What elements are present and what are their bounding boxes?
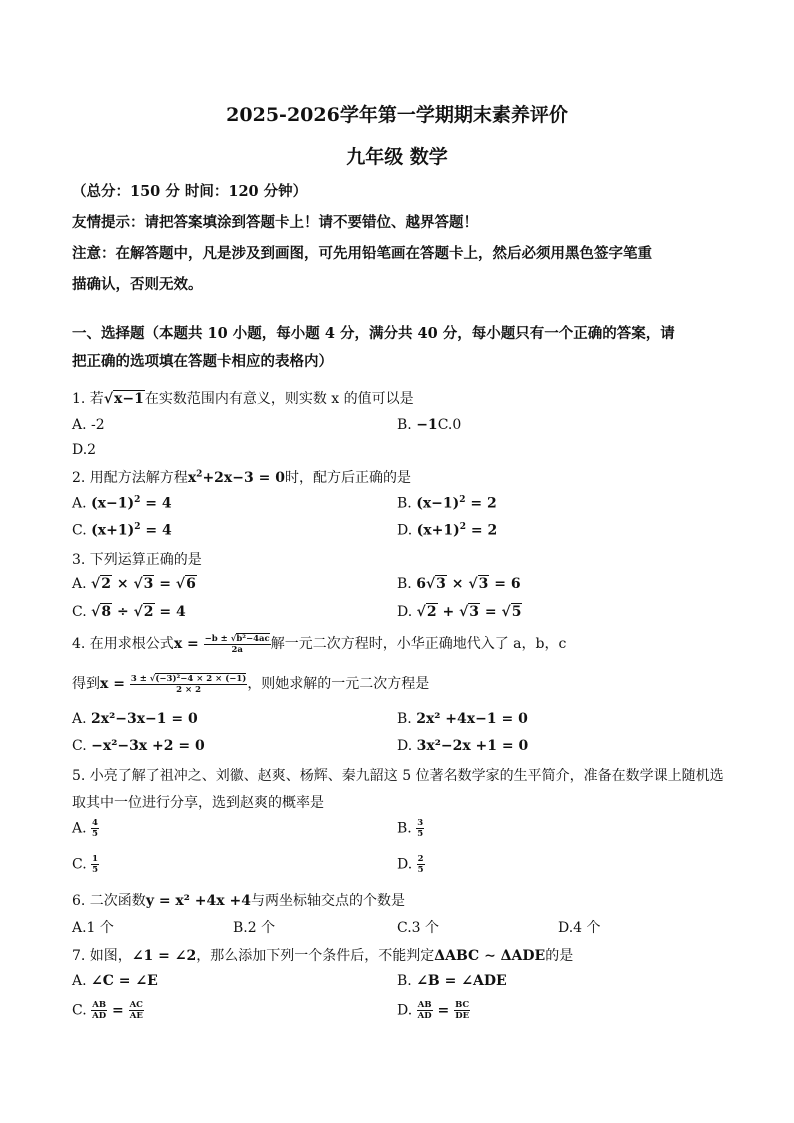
q2-option-b — [397, 495, 497, 512]
q7-c-frac1 — [91, 1000, 107, 1021]
q3-a-label: A. — [72, 576, 92, 592]
q4-option-d — [397, 738, 528, 754]
q3-d-sqrt3: √3 — [459, 604, 480, 620]
q3-b-eq: = — [489, 576, 511, 592]
q7-d-frac2 — [454, 1000, 470, 1021]
q7-d-eq: = — [432, 1002, 455, 1019]
q3-b-sqrt3a: √3 — [425, 576, 446, 592]
q7-option-d — [397, 1000, 470, 1021]
q3-d-sqrt5: √5 — [501, 604, 522, 620]
q7-a-math: ∠C = ∠E — [91, 973, 158, 989]
question-4-stem — [72, 633, 566, 655]
q1-b-math: −1 — [416, 417, 438, 433]
q4-x-eq: x = — [173, 636, 204, 652]
section-heading-1: 一、选择题（本题共 10 小题，每小题 4 分，满分共 40 分，每小题只有一个正确的答案，请 — [72, 325, 675, 342]
q2-c-label: C. — [72, 522, 92, 539]
q4-line2-post: ，则她求解的一元二次方程是 — [247, 676, 430, 692]
score-time: （总分：150 分 时间：120 分钟） — [72, 183, 308, 200]
q6-option-a: A.1 个 — [72, 920, 114, 936]
q5-option-c — [72, 854, 99, 875]
q2-c-base: (x+1) — [91, 522, 135, 539]
q3-c-label: C. — [72, 604, 92, 620]
q2-option-d — [397, 522, 497, 539]
q3-d-r3: 3 — [469, 604, 480, 620]
q4-d-label: D. — [397, 738, 417, 754]
q5-c-fraction — [91, 854, 99, 875]
question-4-line-2 — [72, 673, 429, 695]
q3-c-sqrt2: √2 — [133, 604, 154, 620]
q3-option-a — [72, 576, 197, 592]
q7-c-num2: AC — [129, 1000, 143, 1010]
q5-a-den: 5 — [92, 829, 98, 839]
q3-a-sqrt3: √3 — [133, 576, 154, 592]
q5-b-label: B. — [397, 820, 417, 837]
q2-c-rest: = 4 — [140, 522, 172, 539]
q2-eq-exp: 2 — [196, 469, 203, 480]
question-2-stem — [72, 467, 411, 487]
q2-a-exp: 2 — [134, 495, 141, 505]
q2-d-base: (x+1) — [416, 522, 460, 539]
q3-a-sqrt6: √6 — [175, 576, 196, 592]
q6-option-d: D.4 个 — [558, 920, 601, 936]
section-heading-2: 把正确的选项填在答题卡相应的表格内） — [72, 353, 333, 370]
q5-c-label: C. — [72, 856, 92, 873]
question-7-stem — [72, 945, 573, 965]
q4-g-den: 2 × 2 — [176, 684, 201, 695]
q3-d-sqrt2: √2 — [416, 604, 437, 620]
q2-a-base: (x−1) — [91, 495, 135, 512]
q2-b-exp: 2 — [459, 495, 466, 505]
q4-b-label: B. — [397, 711, 417, 727]
q4-f-den: 2a — [231, 644, 243, 655]
q2-pre: 2. 用配方法解方程 — [72, 470, 188, 486]
question-1-stem — [72, 388, 414, 408]
q7-option-a — [72, 973, 158, 989]
q3-c-r8: 8 — [101, 604, 112, 620]
q2-d-label: D. — [397, 522, 417, 539]
q4-formula-fraction: $\frac{\text{−b ± √b²−4ac}}{2a}$ — [204, 633, 270, 655]
q2-option-c — [72, 522, 172, 539]
q3-b-sqrt3b: √3 — [468, 576, 489, 592]
q7-c-num1: AB — [92, 1000, 106, 1010]
q3-a-r3: 3 — [143, 576, 154, 592]
q1-option-a: A. -2 — [72, 417, 105, 433]
q3-d-r5: 5 — [511, 604, 522, 620]
q7-post: 的是 — [545, 948, 574, 964]
q1-option-d: D.2 — [72, 442, 97, 458]
note-line-2: 描确认，否则无效。 — [72, 276, 203, 293]
q4-option-b — [397, 711, 528, 727]
q4-f-num-rad: b²−4ac — [236, 633, 270, 644]
q5-a-label: A. — [72, 820, 92, 837]
q6-option-b: B.2 个 — [233, 920, 276, 936]
exam-subtitle: 九年级 数学 — [346, 146, 448, 168]
q3-d-r2: 2 — [426, 604, 437, 620]
question-5-line-2: 取其中一位进行分享，选到赵爽的概率是 — [72, 795, 324, 811]
q3-c-r2: 2 — [143, 604, 154, 620]
q3-b-result: 6 — [510, 576, 521, 592]
q6-option-c: C.3 个 — [397, 920, 440, 936]
q1-radicand: x−1 — [114, 391, 144, 407]
q7-d-den1: AD — [417, 1011, 432, 1021]
exam-title: 2025-2026学年第一学期期末素养评价 — [226, 104, 568, 126]
q7-option-b — [397, 973, 507, 989]
q5-option-d — [397, 854, 425, 875]
q4-f-num-pre: −b ± — [204, 633, 231, 644]
q2-option-a — [72, 495, 172, 512]
q6-math: y = x² +4x +4 — [145, 893, 251, 909]
q5-option-b — [397, 818, 424, 839]
q1-pre: 1. 若 — [72, 391, 104, 407]
question-5-line-1: 5. 小亮了解了祖冲之、刘徽、赵爽、杨辉、秦九韶这 5 位著名数学家的生平简介，准备在数学课上随机选 — [72, 768, 724, 784]
q2-post: 时，配方后正确的是 — [284, 470, 411, 486]
q3-b-times: × — [446, 576, 469, 592]
q2-d-rest: = 2 — [465, 522, 498, 539]
q7-b-label: B. — [397, 973, 417, 989]
q7-option-c — [72, 1000, 144, 1021]
q3-b-label: B. — [397, 576, 417, 592]
q1-option-b-c — [397, 417, 461, 433]
q3-b-r3a: 3 — [436, 576, 446, 592]
q3-c-div: ÷ — [112, 604, 134, 620]
q4-option-c — [72, 738, 205, 754]
q5-d-num: 2 — [417, 854, 424, 864]
q2-b-base: (x−1) — [416, 495, 460, 512]
q5-d-label: D. — [397, 856, 417, 873]
q2-c-exp: 2 — [134, 522, 141, 532]
q7-d-num1: AB — [417, 1000, 432, 1010]
q3-a-r6: 6 — [186, 576, 196, 592]
q5-d-den: 5 — [417, 865, 424, 875]
friendly-tip: 友情提示：请把答案填涂到答题卡上！请不要错位、越界答题！ — [72, 214, 478, 231]
q7-pre: 7. 如图， — [72, 948, 132, 964]
q3-b-six: 6 — [416, 576, 426, 592]
q7-d-label: D. — [397, 1002, 417, 1019]
q2-d-exp: 2 — [459, 522, 466, 532]
q4-pre: 4. 在用求根公式 — [72, 636, 174, 652]
q7-b-math: ∠B = ∠ADE — [416, 973, 507, 989]
q4-x-eq2: x = — [100, 676, 130, 692]
q1-option-c: C.0 — [437, 417, 462, 433]
q1-b-label: B. — [397, 417, 417, 433]
q7-math1: ∠1 = ∠2 — [131, 948, 197, 964]
q3-a-sqrt2: √2 — [91, 576, 111, 592]
q7-mid: ，那么添加下列一个条件后，不能判定 — [196, 948, 435, 964]
q3-option-d — [397, 604, 522, 620]
q5-c-den: 5 — [92, 865, 99, 875]
q3-c-four: 4 — [176, 604, 186, 620]
q4-g-num-pre: 3 ± — [130, 673, 150, 684]
q5-b-num: 3 — [417, 818, 424, 828]
q1-post: 在实数范围内有意义，则实数 x 的值可以是 — [144, 391, 414, 407]
q3-d-plus: + — [437, 604, 460, 620]
q5-b-den: 5 — [417, 829, 424, 839]
q1-sqrt: √x−1 — [103, 391, 144, 407]
q3-c-sqrt8: √8 — [91, 604, 112, 620]
q2-eq-b: +2x−3 = 0 — [202, 470, 285, 486]
q5-d-fraction — [417, 854, 425, 875]
q4-a-label: A. — [72, 711, 92, 727]
note-line-1: 注意：在解答题中，凡是涉及到画图，可先用铅笔画在答题卡上，然后必须用黑色签字笔重 — [72, 245, 652, 262]
q3-b-r3b: 3 — [478, 576, 489, 592]
q3-c-eq: = — [154, 604, 176, 620]
q2-a-label: A. — [72, 495, 92, 512]
q6-pre: 6. 二次函数 — [72, 893, 146, 909]
q4-c-math: −x²−3x +2 = 0 — [91, 738, 205, 754]
q2-eq-a: x — [187, 470, 197, 486]
q7-c-den1: AD — [92, 1011, 107, 1021]
q7-c-label: C. — [72, 1002, 92, 1019]
q2-b-label: B. — [397, 495, 417, 512]
q3-a-times: × — [111, 576, 134, 592]
q2-a-rest: = 4 — [140, 495, 172, 512]
q4-g-num-rad: (−3)²−4 × 2 × (−1) — [155, 673, 247, 684]
q7-math2: ΔABC ∼ ΔADE — [434, 948, 546, 964]
q4-a-math: 2x²−3x−1 = 0 — [91, 711, 198, 727]
q3-option-c — [72, 604, 186, 620]
q4-d-math: 3x²−2x +1 = 0 — [416, 738, 529, 754]
q3-option-b — [397, 576, 521, 592]
q4-line2-pre: 得到 — [72, 676, 100, 692]
q4-post: 解一元二次方程时，小华正确地代入了 a，b，c — [270, 636, 567, 652]
q7-a-label: A. — [72, 973, 92, 989]
q5-option-a — [72, 818, 99, 839]
q6-post: 与两坐标轴交点的个数是 — [250, 893, 405, 909]
q7-c-den2: AE — [129, 1011, 143, 1021]
q7-c-eq: = — [107, 1002, 129, 1019]
q5-c-num: 1 — [92, 854, 99, 864]
q3-d-eq: = — [480, 604, 502, 620]
q5-b-fraction — [416, 818, 424, 839]
q3-d-label: D. — [397, 604, 417, 620]
question-3-stem: 3. 下列运算正确的是 — [72, 552, 202, 568]
q7-d-frac1 — [417, 1000, 433, 1021]
q4-b-math: 2x² +4x−1 = 0 — [416, 711, 528, 727]
q5-a-fraction — [91, 818, 99, 839]
q4-option-a — [72, 711, 198, 727]
q3-a-r2: 2 — [101, 576, 111, 592]
q4-substituted-fraction: $\frac{\text{3 ± √(−3)²−4 × 2 × (−1)}}{2 \times 2}$ — [130, 673, 247, 695]
q7-c-frac2 — [129, 1000, 144, 1021]
q5-a-num: 4 — [92, 818, 98, 828]
question-6-stem — [72, 890, 405, 910]
q2-b-rest: = 2 — [465, 495, 497, 512]
q4-c-label: C. — [72, 738, 92, 754]
q3-a-eq: = — [154, 576, 176, 592]
q7-d-den2: DE — [455, 1011, 470, 1021]
q7-d-num2: BC — [455, 1000, 470, 1010]
